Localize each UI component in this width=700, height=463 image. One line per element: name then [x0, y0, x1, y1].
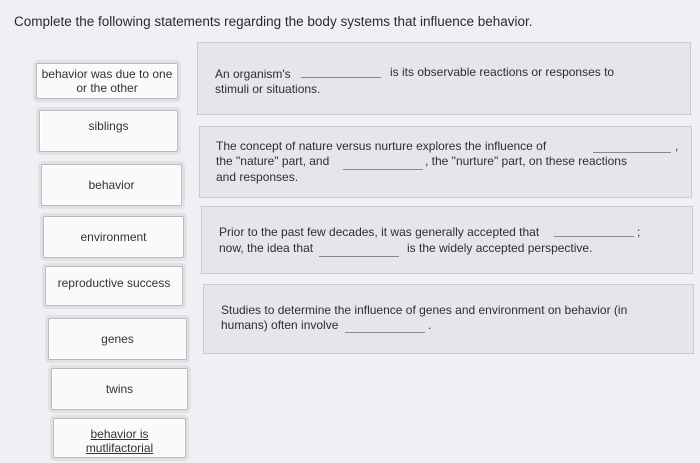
answer-chip-label: reproductive success	[57, 276, 171, 290]
answer-chip-multifactorial[interactable]	[53, 418, 186, 458]
drop-blank-3[interactable]	[343, 157, 423, 170]
answer-chip-genes[interactable]	[48, 318, 187, 360]
drop-blank-6[interactable]	[345, 320, 425, 333]
statement-text: now, the idea that	[219, 241, 314, 255]
answer-chip-label: environment	[80, 230, 147, 244]
statement-text: the "nature" part, and	[216, 154, 330, 168]
statement-box-1	[197, 42, 691, 115]
answer-chip-label: genes	[101, 332, 134, 346]
answer-chip-label: twins	[105, 382, 134, 396]
answer-chip-label: behavior was due to one or the other	[41, 67, 173, 95]
answer-chip-label: behavior is mutlifactorial	[85, 427, 154, 455]
answer-chip-environment[interactable]	[43, 216, 184, 258]
statement-text: Studies to determine the influence of genes and environment on behavior (in	[221, 303, 628, 317]
statement-text: ;	[637, 225, 641, 239]
answer-chip-twins[interactable]	[51, 368, 188, 410]
statement-text: , the "nurture" part, on these reactions	[425, 154, 627, 168]
drop-blank-5[interactable]	[319, 244, 399, 257]
statement-text: is its observable reactions or responses to	[390, 65, 615, 79]
statement-text: Prior to the past few decades, it was generally accepted that	[219, 225, 540, 239]
statement-text: ,	[675, 139, 679, 153]
drop-blank-1[interactable]	[301, 65, 381, 78]
answer-chip-label: behavior	[88, 178, 135, 192]
statement-text: The concept of nature versus nurture explores the influence of	[216, 139, 547, 153]
answer-chip-behavior[interactable]	[41, 164, 182, 206]
drop-blank-4[interactable]	[554, 224, 634, 237]
statement-text: stimuli or situations.	[215, 82, 321, 96]
statement-box-2	[199, 126, 692, 198]
page-title: Complete the following statements regarding the body systems that influence behavior.	[14, 14, 533, 29]
statement-box-4	[203, 284, 694, 354]
statement-text: .	[428, 318, 432, 332]
answer-chip-label: siblings	[88, 119, 129, 133]
answer-chip-siblings[interactable]	[39, 110, 178, 152]
statement-box-3	[201, 206, 693, 274]
answer-chip-one-or-other[interactable]	[36, 63, 178, 99]
statement-text: and responses.	[216, 170, 299, 184]
statement-text: is the widely accepted perspective.	[407, 241, 593, 255]
answer-chip-reproductive-success[interactable]	[45, 266, 183, 306]
statement-text: An organism's	[215, 67, 291, 81]
drop-blank-2[interactable]	[593, 140, 671, 153]
statement-text: humans) often involve	[221, 318, 339, 332]
